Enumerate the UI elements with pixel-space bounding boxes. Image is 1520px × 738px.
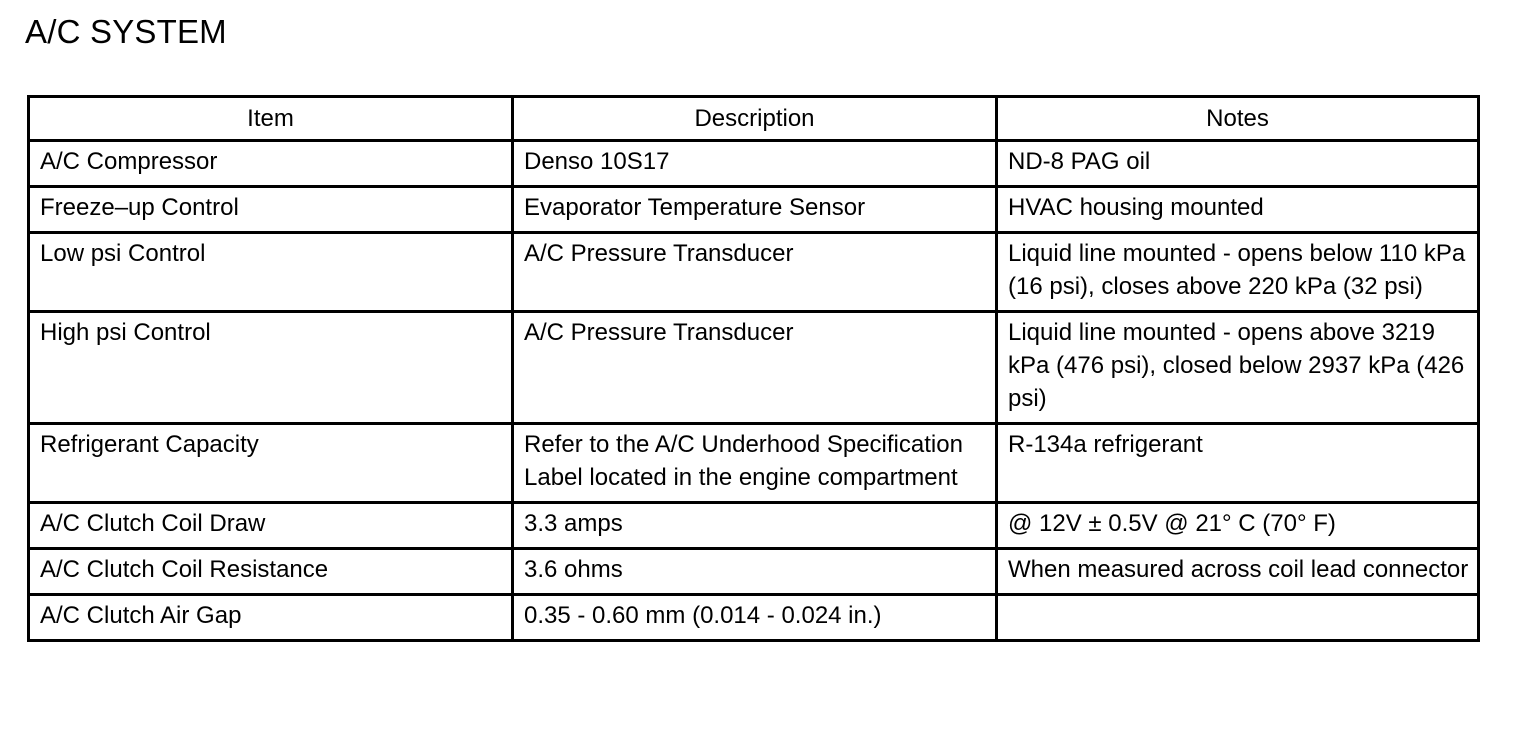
cell-description: A/C Pressure Transducer (513, 312, 997, 424)
cell-notes (997, 595, 1479, 641)
cell-notes: @ 12V ± 0.5V @ 21° C (70° F) (997, 503, 1479, 549)
table-row (29, 424, 1479, 503)
table-row (29, 187, 1479, 233)
cell-item: A/C Compressor (29, 141, 513, 187)
column-header-item: Item (29, 97, 513, 141)
cell-description: Denso 10S17 (513, 141, 997, 187)
cell-description: 3.3 amps (513, 503, 997, 549)
cell-description: Evaporator Temperature Sensor (513, 187, 997, 233)
table-row (29, 141, 1479, 187)
table-row (29, 549, 1479, 595)
cell-notes: ND-8 PAG oil (997, 141, 1479, 187)
cell-item: Refrigerant Capacity (29, 424, 513, 503)
cell-description: 0.35 - 0.60 mm (0.014 - 0.024 in.) (513, 595, 997, 641)
specification-table (27, 95, 1480, 642)
cell-item: Freeze–up Control (29, 187, 513, 233)
cell-description: 3.6 ohms (513, 549, 997, 595)
cell-notes: Liquid line mounted - opens above 3219 kPa (476 psi), closed below 2937 kPa (426 psi) (997, 312, 1479, 424)
column-header-description: Description (513, 97, 997, 141)
cell-item: A/C Clutch Air Gap (29, 595, 513, 641)
table-row (29, 595, 1479, 641)
cell-notes: When measured across coil lead connector (997, 549, 1479, 595)
cell-notes: R-134a refrigerant (997, 424, 1479, 503)
cell-item: High psi Control (29, 312, 513, 424)
cell-notes: Liquid line mounted - opens below 110 kPa (16 psi), closes above 220 kPa (32 psi) (997, 233, 1479, 312)
table-row (29, 233, 1479, 312)
cell-notes: HVAC housing mounted (997, 187, 1479, 233)
cell-description: A/C Pressure Transducer (513, 233, 997, 312)
cell-description: Refer to the A/C Underhood Specification Label located in the engine compartment (513, 424, 997, 503)
table-row (29, 503, 1479, 549)
cell-item: A/C Clutch Coil Draw (29, 503, 513, 549)
page-title: A/C SYSTEM (25, 13, 227, 50)
column-header-notes: Notes (997, 97, 1479, 141)
cell-item: Low psi Control (29, 233, 513, 312)
table-header-row (29, 97, 1479, 141)
table-row (29, 312, 1479, 424)
cell-item: A/C Clutch Coil Resistance (29, 549, 513, 595)
